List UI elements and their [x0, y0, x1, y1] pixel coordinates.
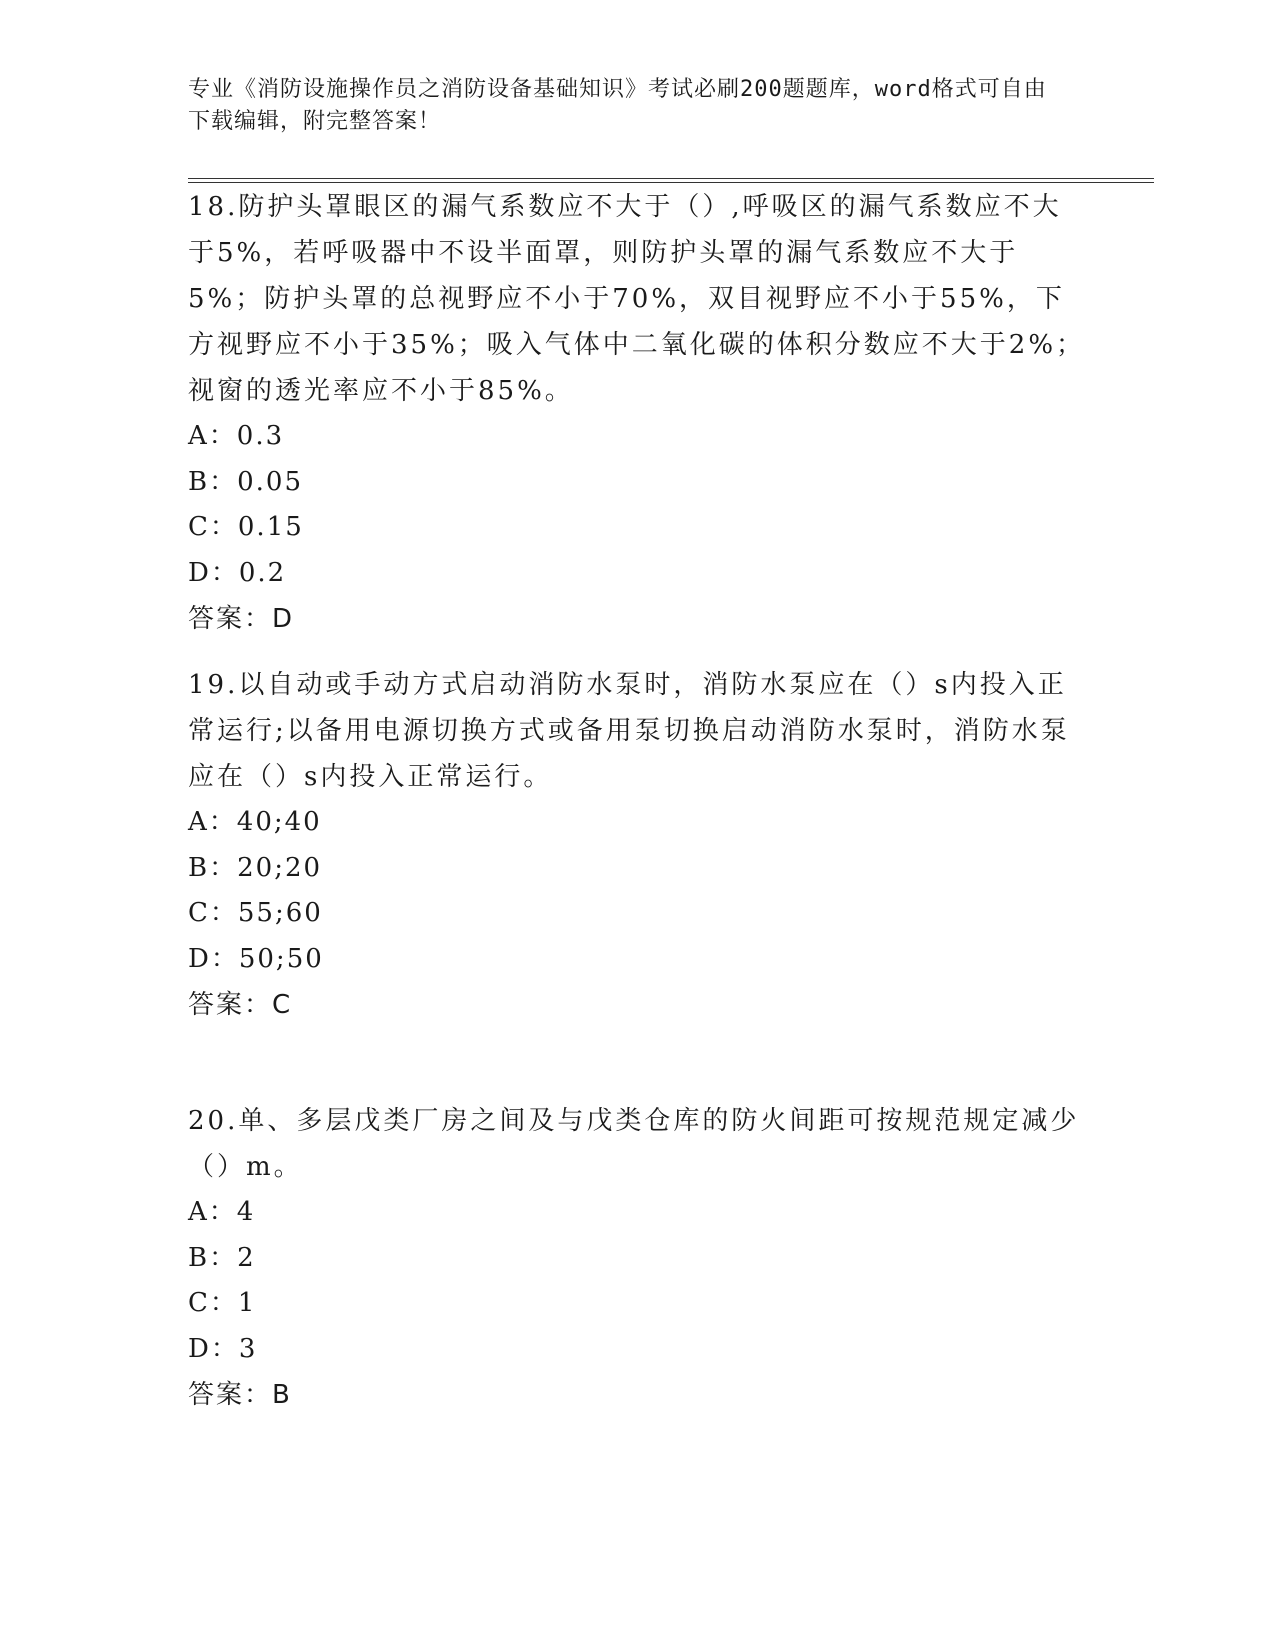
option-d: D：0.2 [188, 557, 287, 588]
option-d: D：3 [188, 1333, 258, 1364]
answer: 答案：D [188, 604, 295, 634]
document-header: 专业《消防设施操作员之消防设备基础知识》考试必刷200题题库，word格式可自由下载编辑，附完整答案！ [188, 77, 1047, 134]
answer: 答案：C [188, 990, 293, 1020]
question-20 [188, 1098, 1088, 1418]
question-stem: 20.单、多层戊类厂房之间及与戊类仓库的防火间距可按规范规定减少（）m。 [188, 1106, 1080, 1182]
option-c: C：0.15 [188, 512, 304, 542]
option-a: A：0.3 [188, 421, 285, 451]
option-a: A：4 [188, 1197, 256, 1227]
option-b: B：2 [188, 1242, 256, 1273]
option-b: B：0.05 [188, 466, 303, 497]
question-18 [188, 184, 1088, 642]
option-a: A：40;40 [188, 807, 322, 837]
question-19 [188, 662, 1088, 1028]
header-divider [188, 178, 1154, 183]
option-b: B：20;20 [188, 852, 323, 883]
option-c: C：1 [188, 1288, 257, 1318]
question-stem: 18.防护头罩眼区的漏气系数应不大于（）,呼吸区的漏气系数应不大于5%，若呼吸器中不设半面罩，则防护头罩的漏气系数应不大于5%；防护头罩的总视野应不小于70%，双目视野应不小于55%，下方视野应不小于35%；吸入气体中二氧化碳的体积分数应不大于2%；视窗的透光率应不小于85%。 [188, 192, 1086, 406]
answer: 答案：B [188, 1380, 292, 1410]
question-stem: 19.以自动或手动方式启动消防水泵时，消防水泵应在（）s内投入正常运行;以备用电源切换方式或备用泵切换启动消防水泵时，消防水泵应在（）s内投入正常运行。 [188, 670, 1070, 792]
option-c: C：55;60 [188, 898, 323, 928]
option-d: D：50;50 [188, 943, 324, 974]
